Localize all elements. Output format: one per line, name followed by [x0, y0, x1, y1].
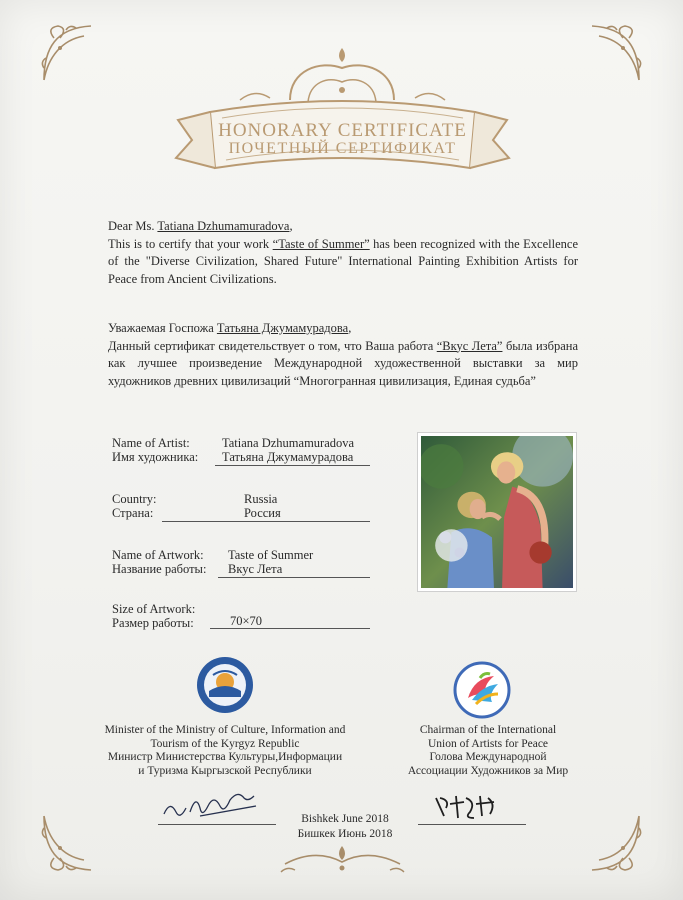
header-banner [170, 40, 515, 190]
artist-value-en: Tatiana Dzhumamuradova [222, 436, 355, 450]
right-signatory-ru-line2: Ассоциации Художников за Мир [407, 764, 569, 777]
date-en: Bishkek June 2018 [301, 813, 389, 825]
artwork-value-en: Taste of Summer [228, 548, 314, 562]
certificate-title-en: HONORARY CERTIFICATE [218, 120, 467, 141]
artwork-value-ru: Вкус Лета [228, 562, 283, 576]
artwork-label-en: Name of Artwork: [112, 548, 204, 562]
artwork-underline [218, 577, 370, 578]
certificate-title-ru: ПОЧЕТНЫЙ СЕРТИФИКАТ [228, 140, 457, 157]
country-value-en: Russia [244, 492, 278, 506]
union-of-artists-logo-icon [452, 660, 512, 720]
artist-underline [215, 465, 370, 466]
left-signature-line [158, 824, 276, 825]
corner-ornament-top-left [36, 18, 106, 88]
work-title-en: “Taste of Summer” [272, 236, 370, 251]
salutation-ru: Уважаемая Госпожа [108, 321, 214, 335]
country-underline [162, 521, 370, 522]
kyrgyz-ministry-seal-icon [195, 655, 255, 715]
left-signatory-ru-line2: и Туризма Кыргызской Республики [138, 764, 312, 777]
salutation-en: Dear Ms. [108, 219, 155, 233]
artwork-label-ru: Название работы: [112, 562, 207, 576]
right-signature-line [418, 824, 526, 825]
artwork-image [417, 432, 577, 592]
left-signature [160, 792, 270, 822]
bottom-ornament [275, 840, 410, 880]
right-signatory-en-line1: Chairman of the International [419, 724, 557, 736]
corner-ornament-bottom-left [36, 808, 106, 878]
size-underline [210, 628, 370, 629]
right-signatory-ru-line1: Голова Международной [429, 751, 547, 763]
russian-paragraph [108, 320, 578, 390]
left-signatory-ru-line1: Министр Министерства Культуры,Информации [107, 751, 343, 763]
recipient-name-en: Tatiana Dzhumamuradova [157, 219, 290, 233]
english-body [108, 236, 578, 289]
size-label-ru: Размер работы: [112, 616, 194, 630]
artist-value-ru: Татьяна Джумамурадова [222, 450, 354, 464]
body-pre-en: This is to certify that your work [108, 236, 270, 251]
left-signatory-en-line2: Tourism of the Kyrgyz Republic [150, 737, 300, 750]
english-salutation-line: Dear Ms. Tatiana Dzhumamuradova, [108, 219, 293, 233]
russian-salutation-line: Уважаемая Госпожа Татьяна Джумамурадова, [108, 321, 352, 335]
body-pre-ru: Данный сертификат свидетельствует о том, что Ваша работа [108, 338, 434, 353]
recipient-name-ru: Татьяна Джумамурадова [216, 321, 349, 335]
country-value-ru: Россия [244, 506, 281, 520]
right-signatory-en-line2: Union of Artists for Peace [427, 737, 549, 750]
size-label-en: Size of Artwork: [112, 602, 196, 616]
work-title-ru: “Вкус Лета” [436, 338, 503, 353]
body-post-ru: была избрана как лучшее произведение Международной художественной выставки за мир художников древних цивилизаций “Многогранная цивилизация, Единая судьба” [108, 338, 578, 388]
body-post-en: has been recognized with the Excellence of the "Diverse Civilization, Shared Future" International Painting Exhibition Artists for Peace from Ancient Civilizations. [108, 236, 578, 286]
country-label-ru: Страна: [112, 506, 154, 520]
country-label-en: Country: [112, 492, 157, 506]
corner-ornament-top-right [577, 18, 647, 88]
left-signatory-title [80, 724, 370, 778]
left-signatory-en-line1: Minister of the Ministry of Culture, Information and [104, 724, 346, 736]
russian-body [108, 338, 578, 391]
corner-ornament-bottom-right [577, 808, 647, 878]
english-paragraph [108, 218, 578, 288]
size-value: 70×70 [230, 614, 263, 628]
artist-label-ru: Имя художника: [112, 450, 199, 464]
date-ru: Бишкек Июнь 2018 [297, 828, 393, 840]
artist-label-en: Name of Artist: [112, 436, 190, 450]
right-signatory-title [388, 724, 588, 778]
right-signature [430, 790, 510, 824]
